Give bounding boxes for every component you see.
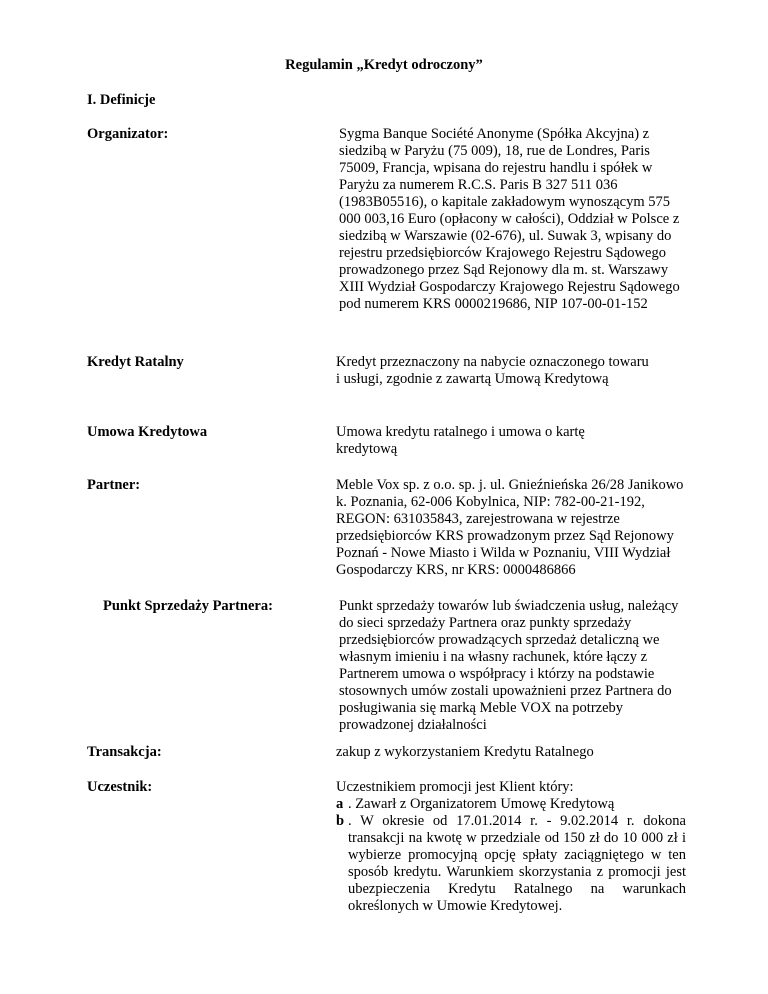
- definition-organizator-text: Sygma Banque Société Anonyme (Spółka Akcyjna) z siedzibą w Paryżu (75 009), 18, rue de Londres, Paris 75009, Francja, wpisana do rejestru handlu i spółek w Paryżu za numerem R.C.S. Paris B 327 511 036 (1983B05516), o kapitale zakładowym wynoszącym 575 000 003,16 Euro (opłacony w całości), Oddział w Polsce z siedzibą w Warszawie (02-676), ul. Suwak 3, wpisany do rejestru przedsiębiorców Krajowego Rejestru Sądowego prowadzonego przez Sąd Rejonowy dla m. st. Warszawy XIII Wydział Gospodarczy Krajowego Rejestru Sądowego pod numerem KRS 0000219686, NIP 107-00-01-152: [339, 126, 680, 312]
- term-umowa-kredytowa: Umowa Kredytowa: [87, 424, 208, 440]
- definition-kredyt-ratalny-text: Kredyt przeznaczony na nabycie oznaczonego towaru i usługi, zgodnie z zawartą Umową Kredytową: [336, 354, 649, 387]
- list-item-b-letter: b: [336, 813, 345, 829]
- term-kredyt-ratalny: Kredyt Ratalny: [87, 354, 184, 370]
- term-organizator: Organizator:: [87, 126, 169, 142]
- definition-umowa-kredytowa-text: Umowa kredytu ratalnego i umowa o kartę kredytową: [336, 424, 585, 457]
- definition-uczestnik: [336, 779, 686, 915]
- list-item-b-text: . W okresie od 17.01.2014 r. - 9.02.2014 r. dokona transakcji na kwotę w przedziale od 150 zł do 10 000 zł i wybierze promocyjną opcję spłaty zaciągniętego w ten sposób kredytu. Warunkiem skorzystania z promocji jest ubezpieczenia Kredytu Ratalnego na warunkach określonych w Umowie Kredytowej.: [348, 813, 686, 914]
- definition-kredyt-ratalny: [336, 354, 656, 388]
- definition-transakcja-text: zakup z wykorzystaniem Kredytu Ratalnego: [336, 744, 594, 760]
- term-transakcja: Transakcja:: [87, 744, 162, 760]
- list-item-a-letter: a: [336, 796, 344, 812]
- list-item-a-text: . Zawarł z Organizatorem Umowę Kredytową: [348, 796, 615, 812]
- term-punkt-sprzedazy-partnera: Punkt Sprzedaży Partnera:: [103, 598, 273, 614]
- list-item-a: [336, 796, 686, 813]
- definition-umowa-kredytowa: [336, 424, 636, 458]
- term-partner: Partner:: [87, 477, 141, 493]
- list-item-b: [336, 813, 686, 915]
- definition-uczestnik-intro: Uczestnikiem promocji jest Klient który:: [336, 779, 574, 795]
- definition-punkt-sprzedazy-partnera-text: Punkt sprzedaży towarów lub świadczenia usług, należący do sieci sprzedaży Partnera oraz punkty sprzedaży przedsiębiorców prowadzących sprzedaż detaliczną we własnym imieniu i na własny rachunek, które łączy z Partnerem umowa o współpracy i którzy na podstawie stosownych umów zostali upoważnieni przez Partnera do posługiwania się marką Meble VOX na potrzeby prowadzonej działalności: [339, 598, 679, 733]
- definition-transakcja: [336, 744, 688, 761]
- definition-punkt-sprzedazy-partnera: [339, 598, 689, 734]
- definition-partner: [336, 477, 684, 579]
- section-heading-definitions: I. Definicje: [87, 92, 156, 108]
- definition-organizator: [339, 126, 689, 313]
- definition-partner-text: Meble Vox sp. z o.o. sp. j. ul. Gnieźnieńska 26/28 Janikowo k. Poznania, 62-006 Kobylnica, NIP: 782-00-21-192, REGON: 631035843, zarejestrowana w rejestrze przedsiębiorców KRS prowadzonym przez Sąd Rejonowy Poznań - Nowe Miasto i Wilda w Poznaniu, VIII Wydział Gospodarczy KRS, nr KRS: 0000486866: [336, 477, 684, 578]
- document-title: Regulamin „Kredyt odroczony”: [285, 57, 483, 73]
- term-uczestnik: Uczestnik:: [87, 779, 153, 795]
